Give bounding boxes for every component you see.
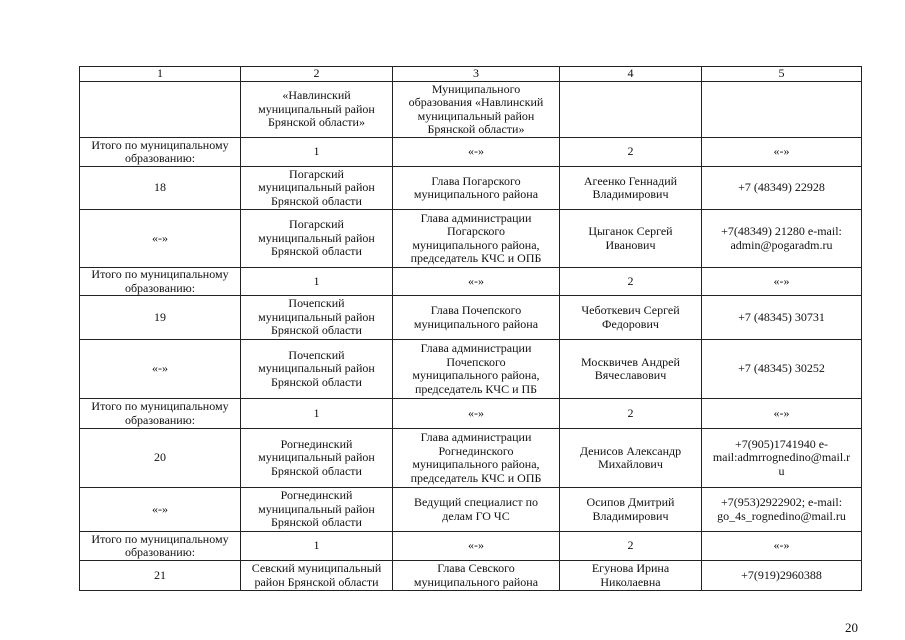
cell-text: Рогнединский муниципальный район Брянской области [258, 488, 375, 530]
total-row [80, 268, 862, 296]
position-cell [393, 268, 560, 296]
table-row [80, 488, 862, 532]
contact-cell [702, 296, 862, 340]
name-cell [560, 210, 702, 268]
cell-text: 20 [154, 450, 166, 465]
cell-text: «-» [468, 538, 484, 553]
cell-text: 1 [313, 405, 320, 420]
cell-text: 1 [313, 273, 320, 288]
cell-text: 2 [627, 538, 634, 553]
district-cell [241, 429, 393, 488]
cell-text: Цыганок Сергей Иванович [588, 224, 673, 252]
cell-text: 2 [627, 273, 634, 288]
cell-text: +7 (48345) 30252 [738, 361, 825, 376]
name-cell [560, 268, 702, 296]
district-cell [241, 488, 393, 532]
position-cell [393, 429, 560, 488]
district-cell [241, 268, 393, 296]
cell-text: +7(905)1741940 e- mail:admrrognedino@mail.r u [712, 436, 851, 478]
name-cell [560, 429, 702, 488]
cell-text: Глава Севского муниципального района [413, 561, 539, 589]
cell-text: +7(953)2922902; e-mail: go_4s_rognedino@mail.ru [717, 495, 846, 523]
total-row [80, 532, 862, 561]
contact-cell [702, 167, 862, 210]
number-cell [80, 340, 241, 399]
name-cell [560, 561, 702, 591]
name-cell [560, 296, 702, 340]
column-number-row [80, 67, 862, 82]
number-cell [80, 429, 241, 488]
cell-text: «-» [773, 273, 790, 288]
column-number: 2 [241, 67, 393, 82]
table-body [80, 82, 862, 591]
cell-text: Рогнединский муниципальный район Брянской области [258, 436, 375, 478]
contact-cell [702, 561, 862, 591]
cell-text: Денисов Александр Михайлович [579, 443, 682, 471]
position-cell [393, 399, 560, 429]
name-cell [560, 138, 702, 167]
name-cell [560, 82, 702, 138]
name-cell [560, 399, 702, 429]
district-cell [241, 82, 393, 138]
contact-cell [702, 268, 862, 296]
contact-cell [702, 532, 862, 561]
table-row [80, 82, 862, 138]
name-cell [560, 532, 702, 561]
cell-text: 1 [313, 538, 320, 553]
cell-text: 18 [154, 180, 166, 195]
cell-text: «-» [152, 361, 168, 376]
cell-text: Погарский муниципальный район Брянской области [258, 166, 375, 208]
district-cell [241, 340, 393, 399]
page-number: 20 [845, 620, 858, 635]
cell-text: Итого по муниципальному образованию: [91, 399, 229, 427]
cell-text: «-» [468, 405, 484, 420]
cell-text: Ведущий специалист по делам ГО ЧС [413, 495, 539, 523]
cell-text: 2 [627, 405, 634, 420]
cell-text: Итого по муниципальному образованию: [91, 267, 229, 295]
cell-text: +7 (48345) 30731 [738, 309, 825, 324]
contact-cell [702, 488, 862, 532]
cell-text: «-» [152, 501, 168, 516]
number-cell [80, 210, 241, 268]
cell-text: Глава Погарского муниципального района [413, 173, 539, 201]
cell-text: Глава администрации Рогнединского муниципального района, председатель КЧС и ОПБ [410, 430, 542, 485]
cell-text: «-» [468, 273, 484, 288]
district-cell [241, 210, 393, 268]
cell-text: 21 [154, 567, 166, 582]
table-row [80, 561, 862, 591]
table-row [80, 429, 862, 488]
total-label-cell [80, 138, 241, 167]
cell-text: Москвичев Андрей Вячеславович [581, 354, 680, 382]
contacts-table [79, 66, 862, 591]
position-cell [393, 488, 560, 532]
number-cell [80, 82, 241, 138]
position-cell [393, 138, 560, 167]
contact-cell [702, 138, 862, 167]
cell-text: Глава администрации Почепского муниципального района, председатель КЧС и ПБ [412, 341, 540, 396]
cell-text: Итого по муниципальному образованию: [91, 137, 229, 165]
district-cell [241, 138, 393, 167]
cell-text: Егунова Ирина Николаевна [591, 561, 670, 589]
total-label-cell [80, 532, 241, 561]
name-cell [560, 167, 702, 210]
cell-text: Чеботкевич Сергей Федорович [581, 303, 680, 331]
total-row [80, 399, 862, 429]
table-row [80, 340, 862, 399]
contact-cell [702, 399, 862, 429]
cell-text: Почепский муниципальный район Брянской области [258, 347, 375, 389]
cell-text: Глава Почепского муниципального района [413, 303, 539, 331]
position-cell [393, 340, 560, 399]
contact-cell [702, 340, 862, 399]
cell-text: «-» [773, 144, 790, 159]
district-cell [241, 532, 393, 561]
column-number: 1 [80, 67, 241, 82]
cell-text: Погарский муниципальный район Брянской области [258, 217, 375, 259]
district-cell [241, 399, 393, 429]
cell-text: +7(48349) 21280 e-mail: admin@pogaradm.ru [721, 224, 842, 252]
cell-text: Итого по муниципальному образованию: [91, 531, 229, 559]
number-cell [80, 296, 241, 340]
cell-text: +7(919)2960388 [741, 567, 822, 582]
table-row [80, 296, 862, 340]
district-cell [241, 561, 393, 591]
cell-text: +7 (48349) 22928 [738, 180, 825, 195]
contact-cell [702, 210, 862, 268]
name-cell [560, 488, 702, 532]
cell-text: «-» [468, 144, 484, 159]
column-number: 3 [393, 67, 560, 82]
contact-cell [702, 82, 862, 138]
cell-text: «-» [773, 538, 790, 553]
table-row [80, 210, 862, 268]
cell-text: Осипов Дмитрий Владимирович [586, 495, 675, 523]
cell-text: Глава администрации Погарского муниципального района, председатель КЧС и ОПБ [410, 210, 542, 265]
cell-text: Муниципального образования «Навлинский муниципальный район Брянской области» [408, 81, 544, 136]
position-cell [393, 82, 560, 138]
district-cell [241, 296, 393, 340]
column-number: 4 [560, 67, 702, 82]
total-row [80, 138, 862, 167]
cell-text: «-» [152, 230, 168, 245]
contact-cell [702, 429, 862, 488]
cell-text: Агеенко Геннадий Владимирович [583, 173, 678, 201]
number-cell [80, 488, 241, 532]
cell-text: 1 [313, 144, 320, 159]
position-cell [393, 210, 560, 268]
district-cell [241, 167, 393, 210]
column-number: 5 [702, 67, 862, 82]
cell-text: Почепский муниципальный район Брянской области [258, 296, 375, 338]
position-cell [393, 167, 560, 210]
position-cell [393, 532, 560, 561]
cell-text: «-» [773, 405, 790, 420]
table-row [80, 167, 862, 210]
total-label-cell [80, 268, 241, 296]
cell-text: Севский муниципальный район Брянской области [251, 561, 382, 589]
number-cell [80, 561, 241, 591]
cell-text: 2 [627, 144, 634, 159]
number-cell [80, 167, 241, 210]
cell-text: 19 [154, 309, 166, 324]
cell-text: «Навлинский муниципальный район Брянской области» [258, 88, 375, 130]
position-cell [393, 296, 560, 340]
total-label-cell [80, 399, 241, 429]
position-cell [393, 561, 560, 591]
name-cell [560, 340, 702, 399]
